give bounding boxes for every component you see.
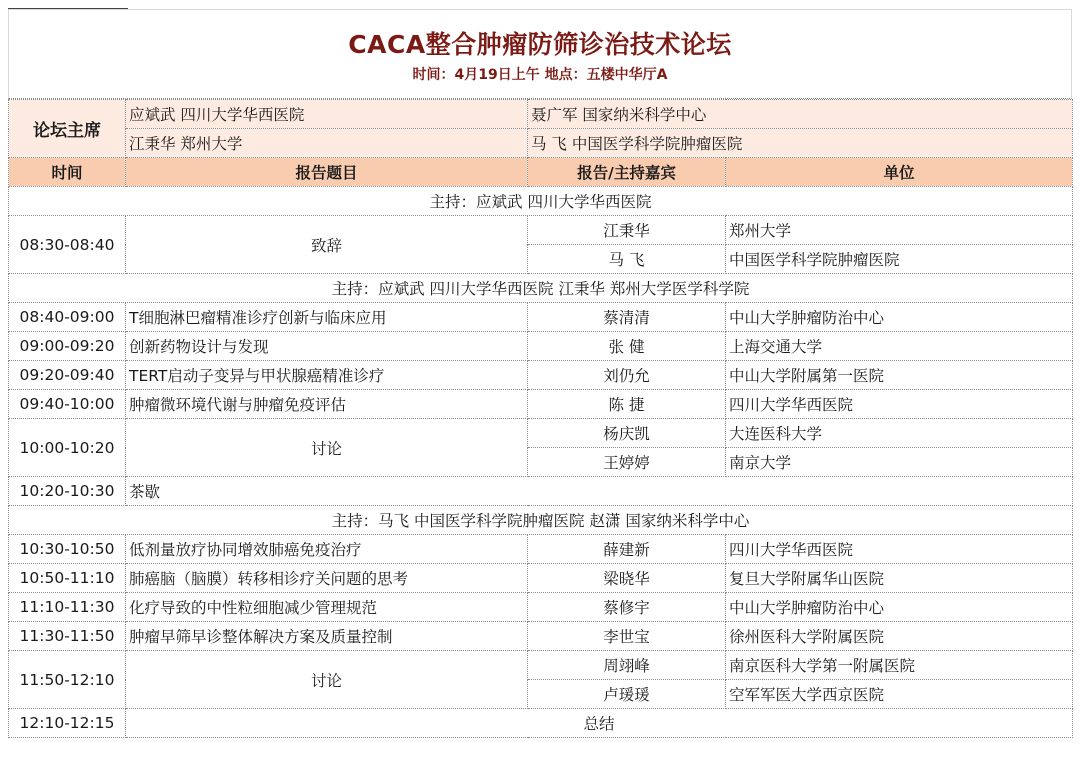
schedule-row xyxy=(9,361,1073,390)
time-cell: 10:30-10:50 xyxy=(9,535,126,564)
speaker-cell: 梁晓华 xyxy=(528,564,726,593)
moderator-row xyxy=(9,506,1073,535)
affiliation-cell: 上海交通大学 xyxy=(726,332,1073,361)
schedule-row xyxy=(9,390,1073,419)
speaker-cell: 杨庆凯 xyxy=(528,419,726,448)
column-header-row xyxy=(9,158,1073,187)
schedule-row xyxy=(9,651,1073,680)
time-cell: 10:50-11:10 xyxy=(9,564,126,593)
moderator-text: 主持：马飞 中国医学科学院肿瘤医院 赵潇 国家纳米科学中心 xyxy=(9,506,1073,535)
speaker-cell: 刘仍允 xyxy=(528,361,726,390)
affiliation-cell: 大连医科大学 xyxy=(726,419,1073,448)
topic-cell: 讨论 xyxy=(126,419,528,477)
schedule-row xyxy=(9,593,1073,622)
chair-row xyxy=(9,129,1073,158)
topic-cell: 肺癌脑（脑膜）转移相诊疗关问题的思考 xyxy=(126,564,528,593)
time-cell: 10:20-10:30 xyxy=(9,477,126,506)
affiliation-cell: 四川大学华西医院 xyxy=(726,535,1073,564)
chair-cell: 江秉华 郑州大学 xyxy=(126,129,528,158)
column-header-topic: 报告题目 xyxy=(126,158,528,187)
schedule-row xyxy=(9,564,1073,593)
speaker-cell: 马 飞 xyxy=(528,245,726,274)
column-header-affiliation: 单位 xyxy=(726,158,1073,187)
affiliation-cell: 中国医学科学院肿瘤医院 xyxy=(726,245,1073,274)
chair-cell: 马 飞 中国医学科学院肿瘤医院 xyxy=(528,129,1073,158)
affiliation-cell: 四川大学华西医院 xyxy=(726,390,1073,419)
affiliation-cell: 空军军医大学西京医院 xyxy=(726,680,1073,709)
topic-cell: 低剂量放疗协同增效肺癌免疫治疗 xyxy=(126,535,528,564)
schedule-row xyxy=(9,477,1073,506)
affiliation-cell: 中山大学肿瘤防治中心 xyxy=(726,303,1073,332)
topic-cell: 肿瘤早筛早诊整体解决方案及质量控制 xyxy=(126,622,528,651)
chair-label: 论坛主席 xyxy=(9,100,126,158)
speaker-cell: 陈 捷 xyxy=(528,390,726,419)
page-title: CACA整合肿瘤防筛诊治技术论坛 xyxy=(348,30,732,59)
affiliation-cell: 徐州医科大学附属医院 xyxy=(726,622,1073,651)
topic-cell: 致辞 xyxy=(126,216,528,274)
time-cell: 11:10-11:30 xyxy=(9,593,126,622)
speaker-cell: 张 健 xyxy=(528,332,726,361)
speaker-cell: 蔡修宇 xyxy=(528,593,726,622)
topic-cell: 讨论 xyxy=(126,651,528,709)
topic-cell: 化疗导致的中性粒细胞减少管理规范 xyxy=(126,593,528,622)
schedule-row xyxy=(9,332,1073,361)
speaker-cell: 周翊峰 xyxy=(528,651,726,680)
topic-cell: TERT启动子变异与甲状腺癌精准诊疗 xyxy=(126,361,528,390)
time-cell: 08:30-08:40 xyxy=(9,216,126,274)
speaker-cell: 薛建新 xyxy=(528,535,726,564)
affiliation-cell: 中山大学附属第一医院 xyxy=(726,361,1073,390)
page-subtitle: 时间：4月19日上午 地点：五楼中华厅A xyxy=(412,67,668,83)
schedule-row xyxy=(9,419,1073,448)
time-cell: 11:50-12:10 xyxy=(9,651,126,709)
speaker-cell: 江秉华 xyxy=(528,216,726,245)
moderator-text: 主持：应斌武 四川大学华西医院 xyxy=(9,187,1073,216)
agenda-sheet xyxy=(8,9,1072,738)
agenda-header xyxy=(8,9,1072,99)
chair-cell: 应斌武 四川大学华西医院 xyxy=(126,100,528,129)
column-header-time: 时间 xyxy=(9,158,126,187)
affiliation-cell: 郑州大学 xyxy=(726,216,1073,245)
time-cell: 08:40-09:00 xyxy=(9,303,126,332)
affiliation-cell: 南京大学 xyxy=(726,448,1073,477)
schedule-row xyxy=(9,303,1073,332)
time-cell: 09:20-09:40 xyxy=(9,361,126,390)
affiliation-cell: 南京医科大学第一附属医院 xyxy=(726,651,1073,680)
agenda-table xyxy=(8,99,1073,738)
time-cell: 12:10-12:15 xyxy=(9,709,126,738)
schedule-row xyxy=(9,535,1073,564)
schedule-row xyxy=(9,216,1073,245)
speaker-cell: 蔡清清 xyxy=(528,303,726,332)
moderator-text: 主持：应斌武 四川大学华西医院 江秉华 郑州大学医学科学院 xyxy=(9,274,1073,303)
topic-cell: 创新药物设计与发现 xyxy=(126,332,528,361)
affiliation-cell: 中山大学肿瘤防治中心 xyxy=(726,593,1073,622)
time-cell: 09:00-09:20 xyxy=(9,332,126,361)
column-header-speaker: 报告/主持嘉宾 xyxy=(528,158,726,187)
topic-cell: T细胞淋巴瘤精准诊疗创新与临床应用 xyxy=(126,303,528,332)
moderator-row xyxy=(9,274,1073,303)
topic-cell: 肿瘤微环境代谢与肿瘤免疫评估 xyxy=(126,390,528,419)
chair-cell: 聂广军 国家纳米科学中心 xyxy=(528,100,1073,129)
moderator-row xyxy=(9,187,1073,216)
speaker-cell: 李世宝 xyxy=(528,622,726,651)
topic-cell: 总结 xyxy=(126,709,1073,738)
speaker-cell: 王婷婷 xyxy=(528,448,726,477)
speaker-cell: 卢瑗瑗 xyxy=(528,680,726,709)
time-cell: 10:00-10:20 xyxy=(9,419,126,477)
chair-row xyxy=(9,100,1073,129)
time-cell: 09:40-10:00 xyxy=(9,390,126,419)
time-cell: 11:30-11:50 xyxy=(9,622,126,651)
affiliation-cell: 复旦大学附属华山医院 xyxy=(726,564,1073,593)
schedule-row xyxy=(9,709,1073,738)
schedule-row xyxy=(9,622,1073,651)
topic-cell: 茶歇 xyxy=(126,477,1073,506)
